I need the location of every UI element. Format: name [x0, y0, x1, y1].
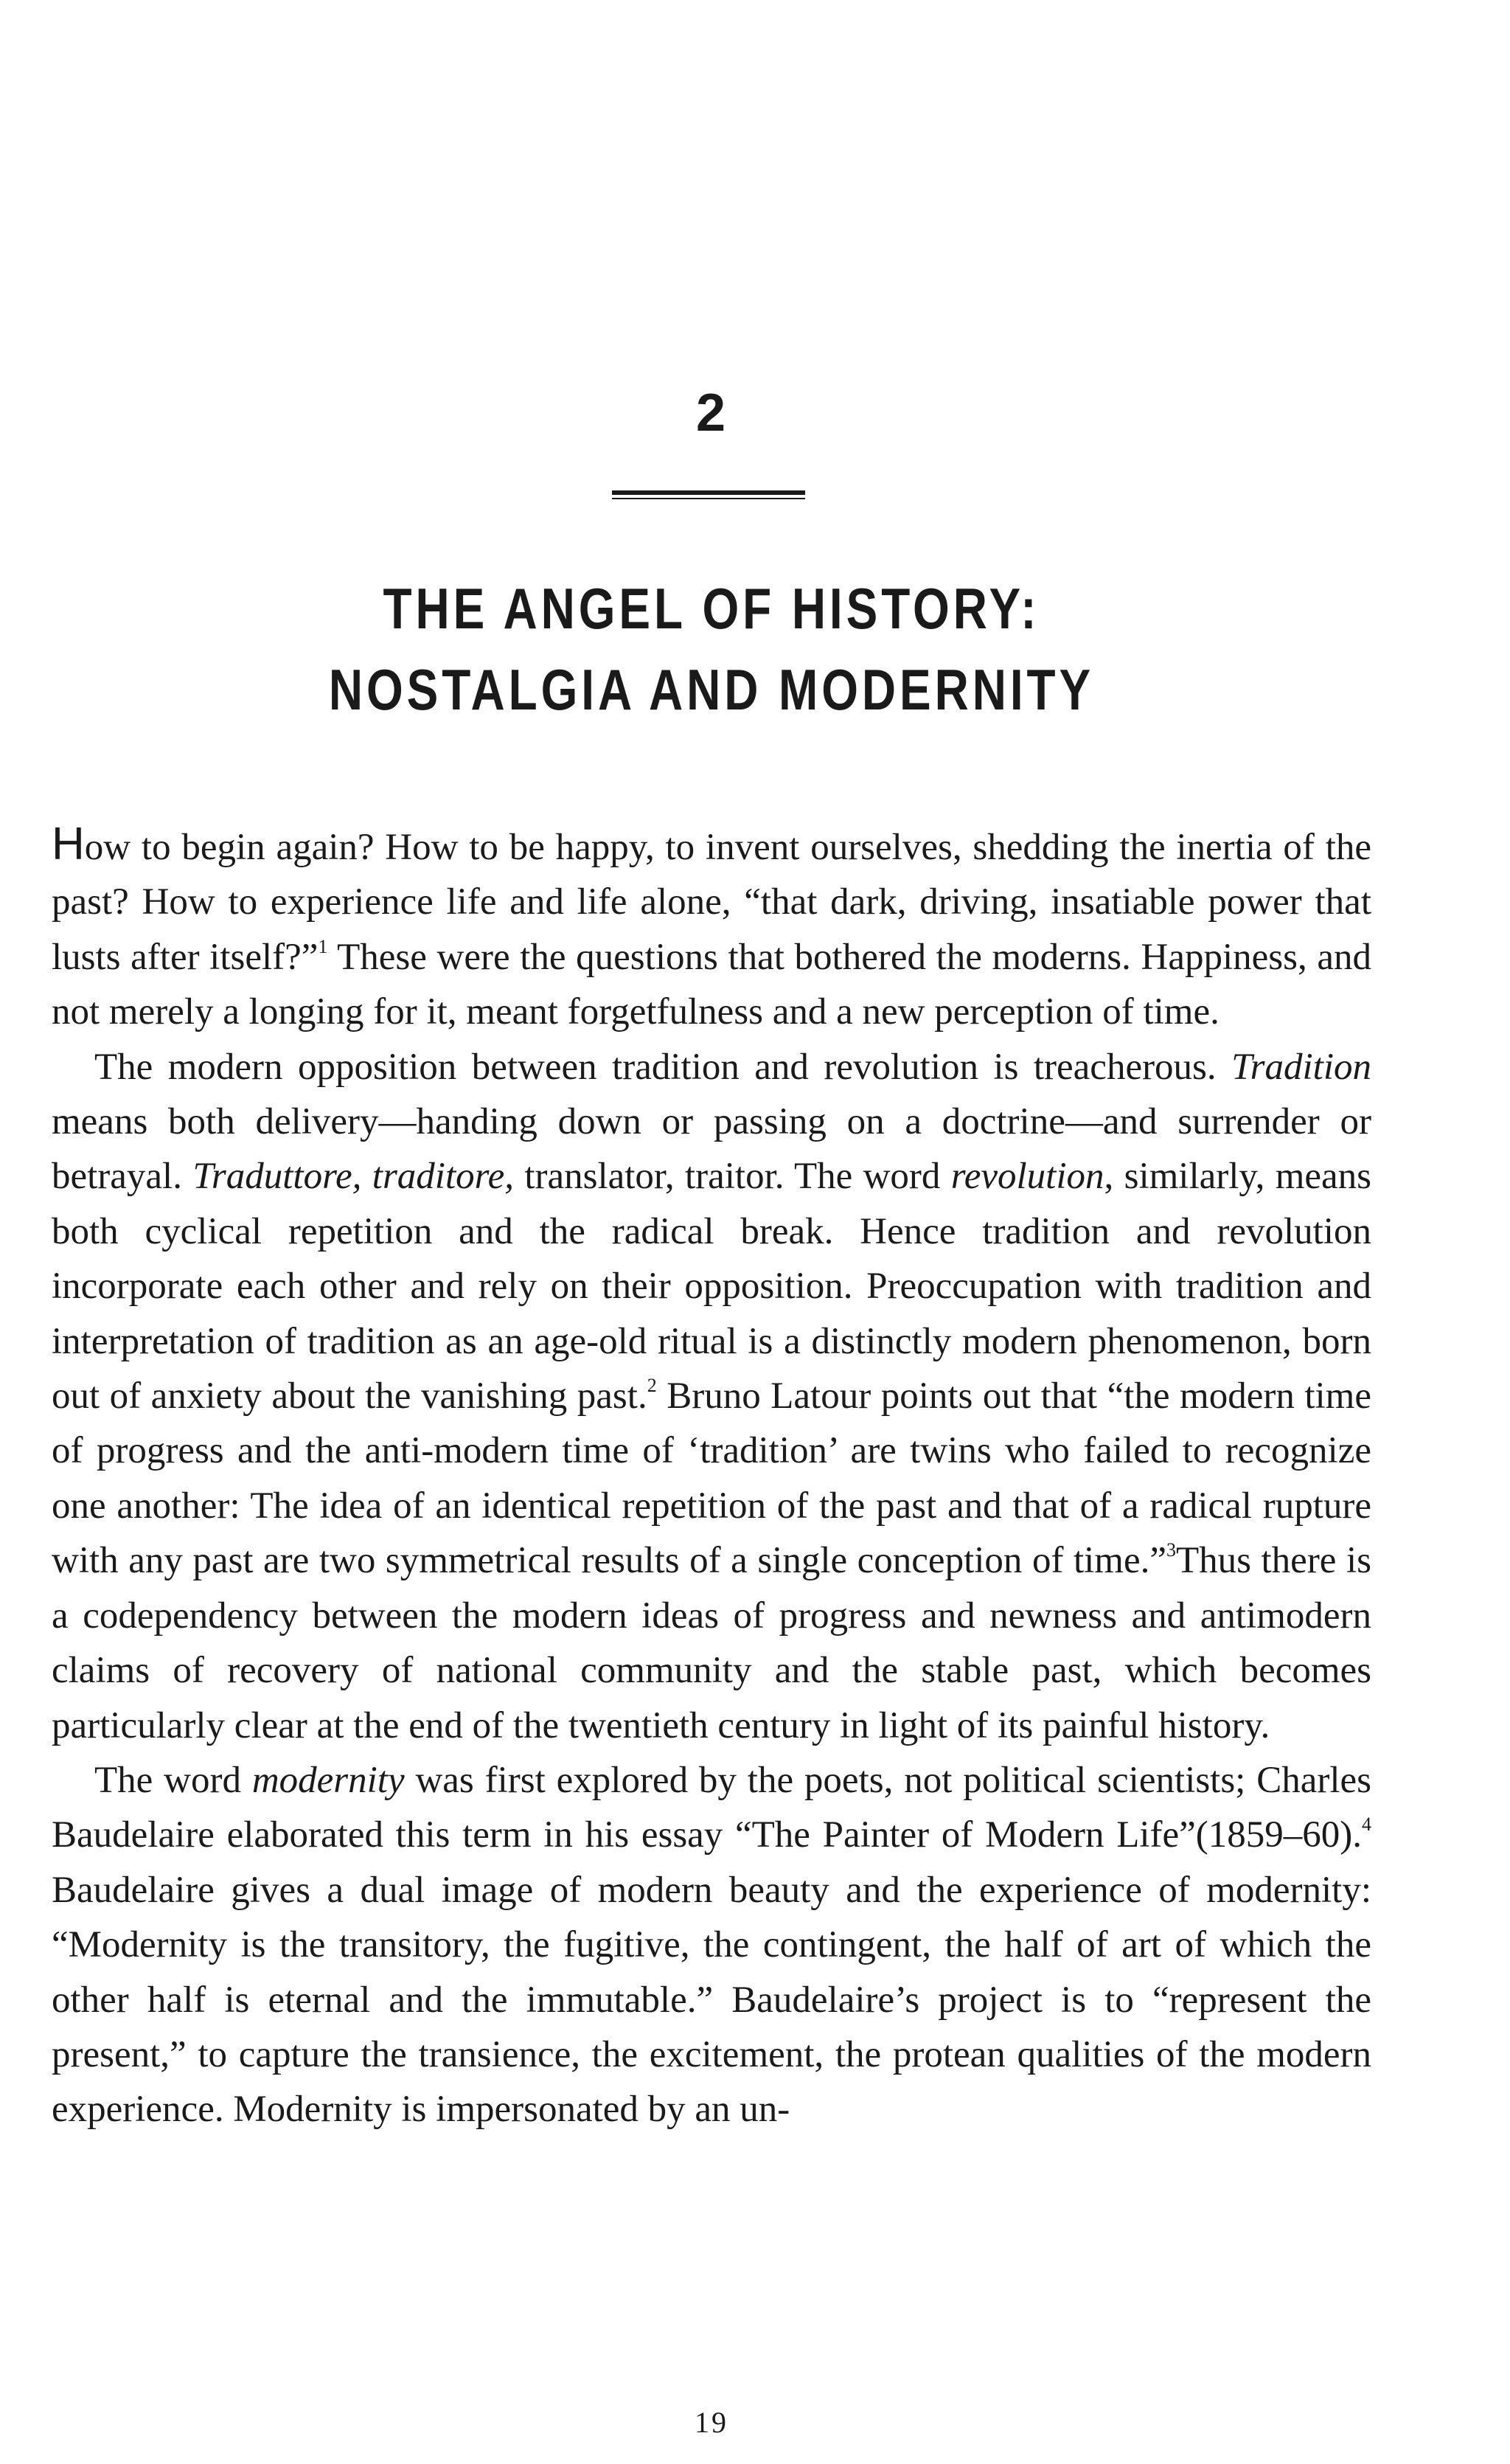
chapter-title-line-2: NOSTALGIA AND MODERNITY [328, 657, 1095, 722]
chapter-title-line-1: THE ANGEL OF HISTORY: [383, 576, 1040, 641]
paragraph-1-text-b: These were the questions that bothered the moderns. Happiness, and not merely a longing for it, meant forgetfulness and a new perception of time. [52, 936, 1371, 1033]
chapter-rule [612, 490, 805, 499]
footnote-ref-3: 3 [1166, 1539, 1176, 1561]
paragraph-3 [52, 1753, 1371, 2137]
chapter-number: 2 [695, 384, 728, 443]
paragraph-3-text-c: Baudelaire gives a dual image of modern beauty and the experience of modernity: “Modernity is the transitory, the fugitive, the contingent, the half of art of which the other half is eternal and the immutable.” Baudelaire’s project is to “represent the present,” to capture the transience, the excitement, the protean qualities of the modern experience. Modernity is impersonated by an un- [52, 1869, 1371, 2131]
paragraph-2-text-d: , similarly, means both cyclical repetition and the radical break. Hence tradition and revolution incorporate each other and rely on their opposition. Preoccupation with tradition and interpretation of tradition as an age-old ritual is a distinctly modern phenomenon, born out of anxiety about the vanishing past. [52, 1156, 1371, 1417]
footnote-ref-2: 2 [647, 1375, 657, 1397]
page-number: 19 [695, 2406, 728, 2439]
paragraph-2 [52, 1040, 1371, 1753]
paragraph-2-text-b: means both delivery—handing down or passing on a doctrine—and surrender or betrayal. [52, 1101, 1371, 1198]
paragraph-3-text-a: The word [94, 1759, 252, 1801]
footnote-ref-4: 4 [1362, 1814, 1371, 1836]
body-text [52, 820, 1371, 2137]
paragraph-2-text-c: translator, traitor. The word [513, 1156, 951, 1198]
italic-modernity: modernity [251, 1759, 405, 1801]
paragraph-2-text-a: The modern opposition between tradition and revolution is treacherous. [94, 1046, 1232, 1088]
drop-cap: H [52, 819, 85, 870]
paragraph-2-text-f: Thus there is a codependency between the modern ideas of progress and newness and antimodern claims of recovery of national community and the stable past, which becomes particularly clear at the end of the twentieth century in light of its painful history. [52, 1540, 1371, 1746]
italic-traduttore: Traduttore, traditore, [192, 1156, 514, 1198]
chapter-title [128, 568, 1295, 730]
italic-revolution: revolution [950, 1156, 1104, 1198]
paragraph-3-text-b: was first explored by the poets, not political scientists; Charles Baudelaire elaborated this term in his essay “The Painter of Modern Life”(1859–60). [52, 1759, 1371, 1856]
footnote-ref-1: 1 [318, 935, 328, 957]
paragraph-1 [52, 820, 1371, 1040]
paragraph-2-text-e: Bruno Latour points out that “the modern time of progress and the anti-modern time of ‘tradition’ are twins who failed to recognize one another: The idea of an identical repetition of the past and that of a radical rupture with any past are two symmetrical results of a single conception of time.” [52, 1375, 1371, 1582]
paragraph-1-text-a: ow to begin again? How to be happy, to invent ourselves, shedding the inertia of the past? How to experience life and life alone, “that dark, driving, insatiable power that lusts after itself?” [52, 827, 1371, 978]
italic-tradition: Tradition [1231, 1046, 1371, 1088]
